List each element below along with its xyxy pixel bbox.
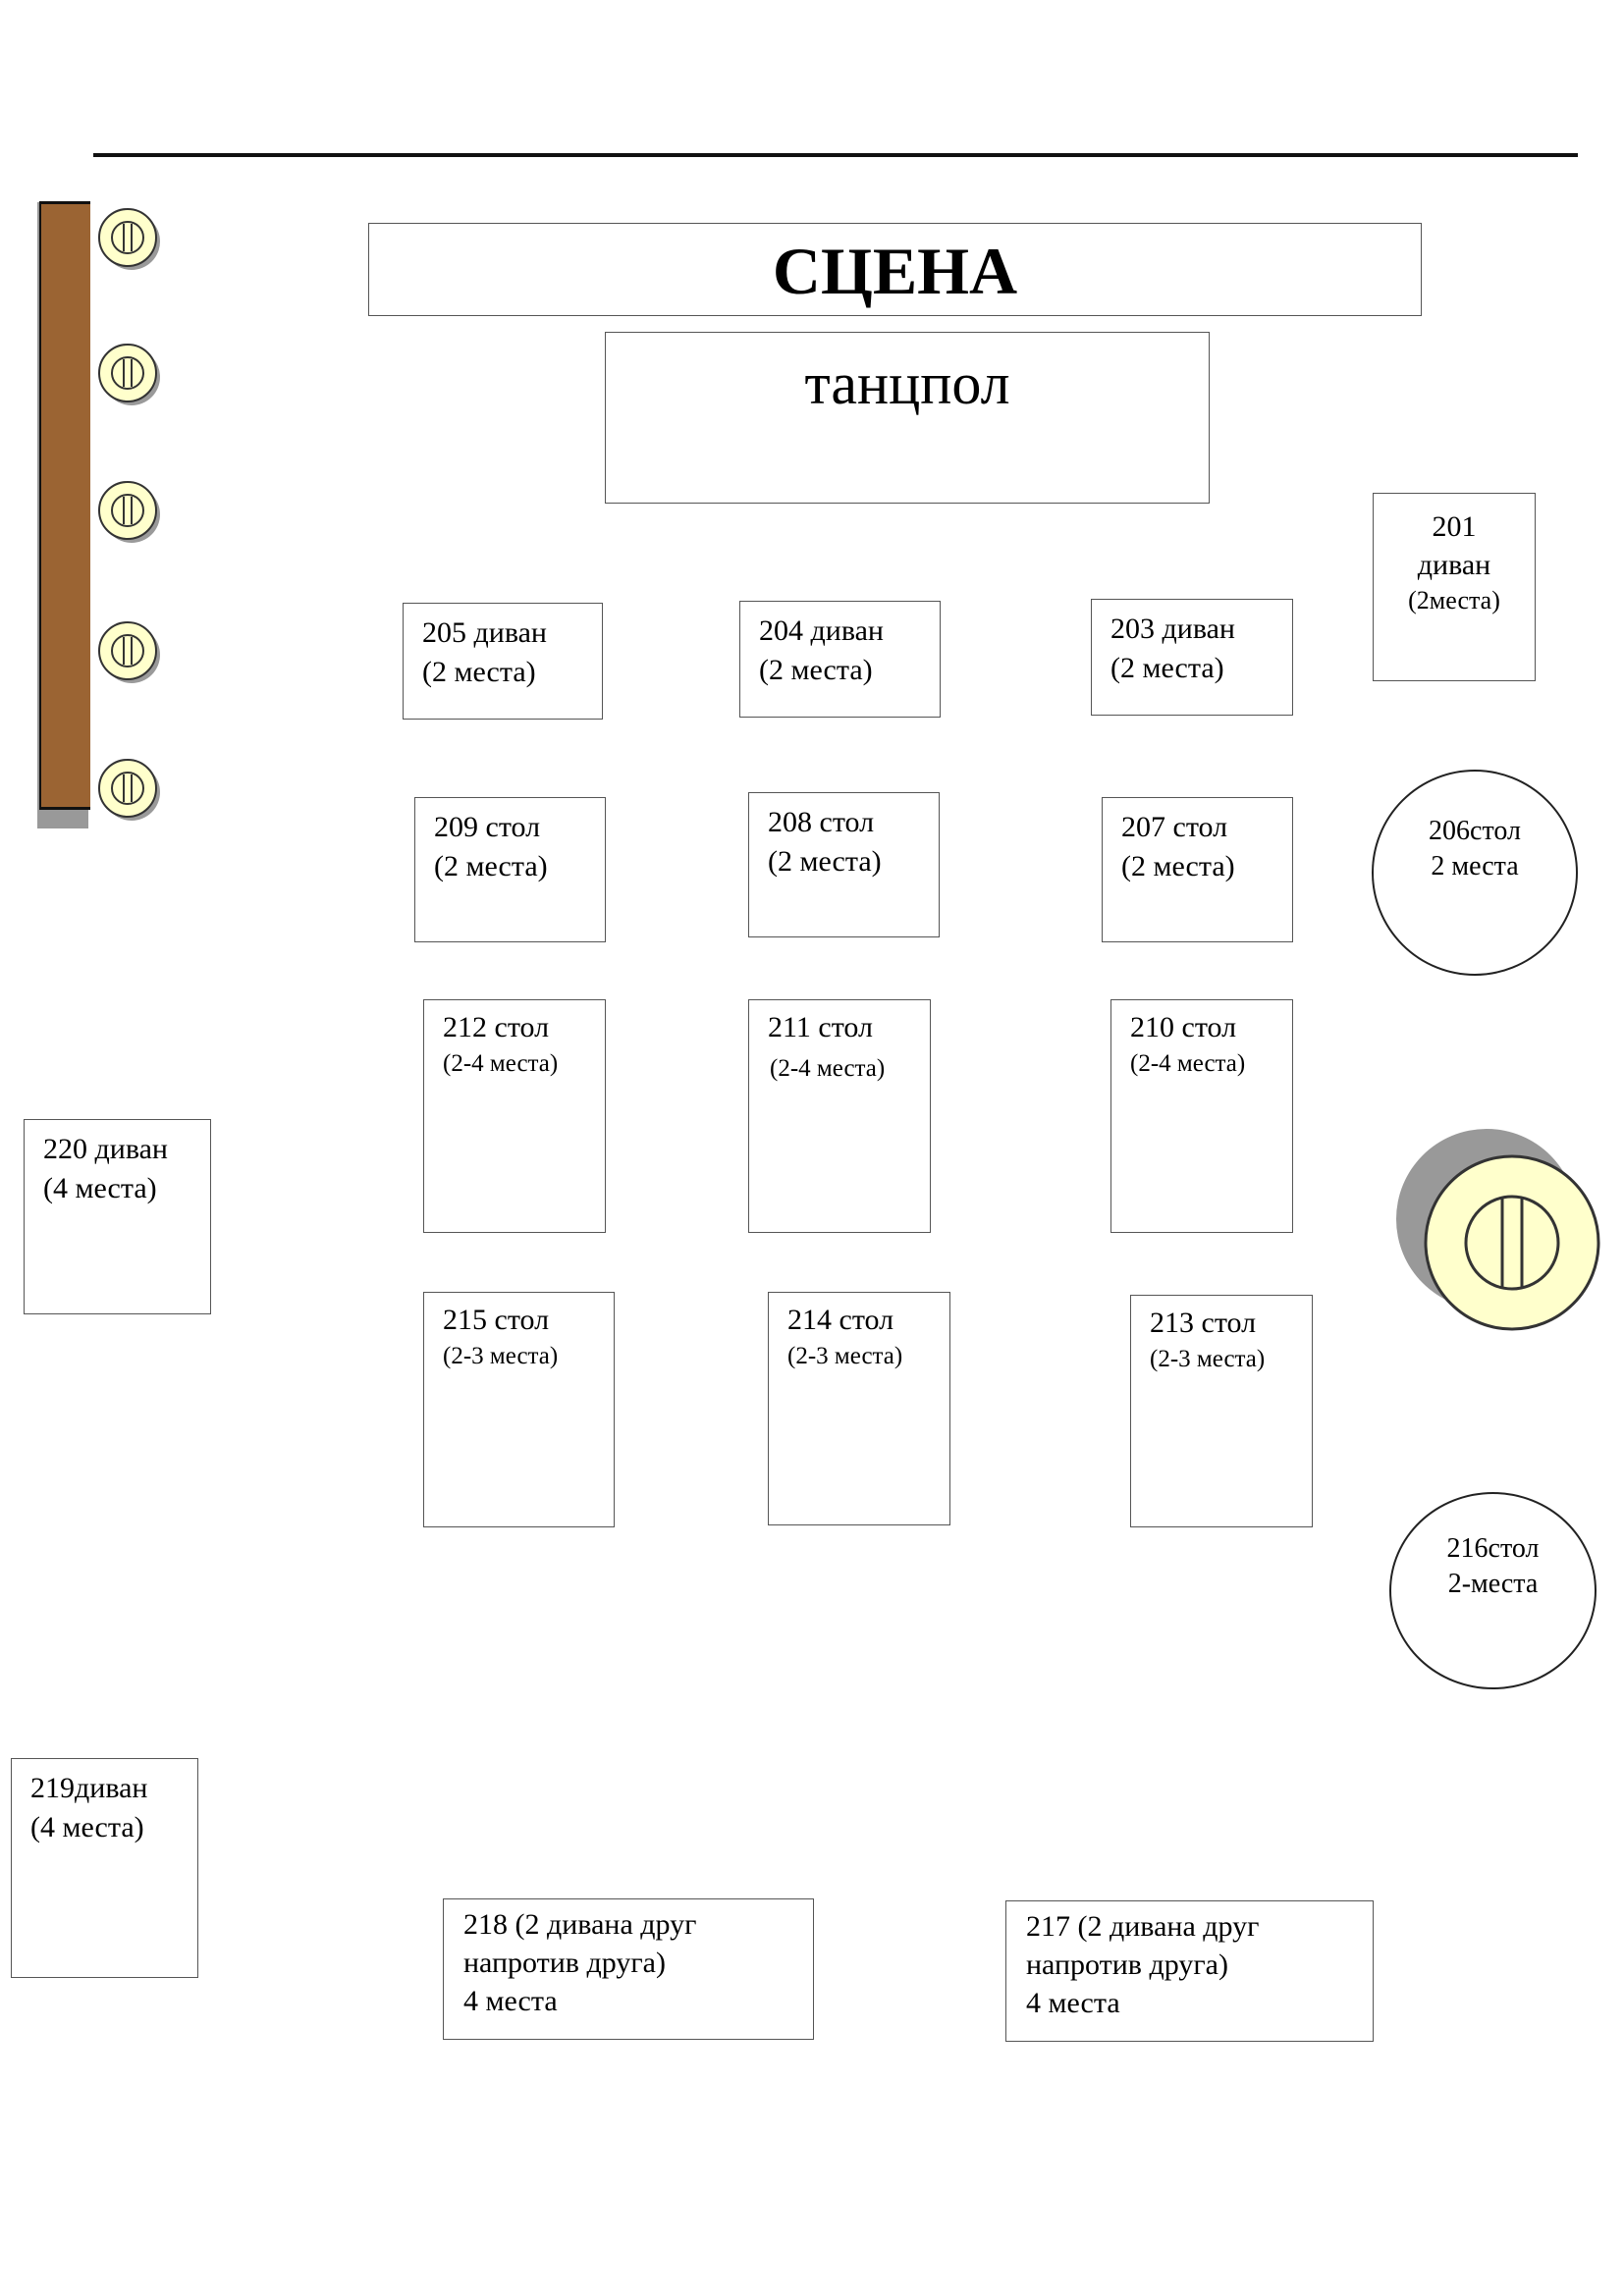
table-218-type: напротив друга) [463, 1947, 666, 1979]
large-bar-stool [1394, 1127, 1610, 1343]
table-206[interactable] [1372, 770, 1578, 976]
stage [368, 223, 1422, 316]
table-220[interactable] [24, 1119, 211, 1314]
table-204-label: 204 диван [759, 614, 884, 647]
table-203-label: 203 диван [1110, 613, 1235, 645]
table-220-seats: (4 места) [43, 1172, 157, 1204]
table-212-seats: (2-4 места) [443, 1050, 559, 1077]
table-205-label: 205 диван [422, 616, 547, 649]
table-206-label: 206стол [1429, 816, 1521, 846]
table-207-label: 207 стол [1121, 811, 1228, 843]
table-209-seats: (2 места) [434, 850, 548, 882]
table-213[interactable] [1130, 1295, 1313, 1527]
table-217[interactable] [1005, 1900, 1374, 2042]
bar-stools [93, 201, 172, 849]
table-219-label: 219диван [30, 1772, 148, 1804]
table-208-seats: (2 места) [768, 845, 882, 878]
table-216[interactable] [1389, 1492, 1597, 1689]
table-201-type: диван [1417, 549, 1491, 581]
table-201-seats: (2места) [1408, 586, 1500, 614]
table-212-label: 212 стол [443, 1011, 550, 1043]
table-214-label: 214 стол [787, 1304, 894, 1336]
table-205-seats: (2 места) [422, 656, 536, 688]
table-210[interactable] [1110, 999, 1293, 1233]
dance-floor-title: танцпол [804, 351, 1010, 416]
table-203[interactable] [1091, 599, 1293, 716]
table-208-label: 208 стол [768, 806, 875, 838]
table-205[interactable] [403, 603, 603, 720]
table-201[interactable] [1373, 493, 1536, 681]
table-211-seats: (2-4 места) [770, 1055, 886, 1082]
table-207[interactable] [1102, 797, 1293, 942]
table-219[interactable] [11, 1758, 198, 1978]
table-215-label: 215 стол [443, 1304, 550, 1336]
top-wall-line [93, 153, 1578, 157]
table-213-label: 213 стол [1150, 1307, 1257, 1339]
table-201-number: 201 [1432, 510, 1477, 543]
table-217-type: напротив друга) [1026, 1949, 1228, 1981]
dance-floor [605, 332, 1210, 504]
table-210-label: 210 стол [1130, 1011, 1237, 1043]
table-214-seats: (2-3 места) [787, 1343, 903, 1369]
stage-title: СЦЕНА [772, 234, 1018, 308]
table-211[interactable] [748, 999, 931, 1233]
table-204[interactable] [739, 601, 941, 718]
table-215-seats: (2-3 места) [443, 1343, 559, 1369]
table-209[interactable] [414, 797, 606, 942]
table-204-seats: (2 места) [759, 654, 873, 686]
bar-stool-icon [99, 760, 160, 821]
table-206-seats: 2 места [1431, 851, 1519, 882]
bar-stool-icon [99, 482, 160, 543]
table-207-seats: (2 места) [1121, 850, 1235, 882]
bar-stool-icon [99, 209, 160, 270]
table-203-seats: (2 места) [1110, 652, 1224, 684]
table-218-label: 218 (2 дивана друг [463, 1908, 697, 1941]
table-214[interactable] [768, 1292, 950, 1525]
table-220-label: 220 диван [43, 1133, 168, 1165]
table-217-label: 217 (2 дивана друг [1026, 1910, 1260, 1943]
table-212[interactable] [423, 999, 606, 1233]
table-219-seats: (4 места) [30, 1811, 144, 1843]
table-216-label: 216стол [1446, 1533, 1540, 1564]
bar-stool-icon [99, 345, 160, 405]
table-213-seats: (2-3 места) [1150, 1346, 1266, 1372]
table-216-seats: 2-места [1447, 1569, 1539, 1600]
bar-stool-icon [1396, 1129, 1598, 1329]
table-215[interactable] [423, 1292, 615, 1527]
table-211-label: 211 стол [768, 1011, 873, 1043]
bar-stool-icon [99, 622, 160, 683]
table-209-label: 209 стол [434, 811, 541, 843]
bar-counter [39, 201, 90, 810]
table-218[interactable] [443, 1898, 814, 2040]
table-210-seats: (2-4 места) [1130, 1050, 1246, 1077]
table-218-seats: 4 места [463, 1985, 558, 2017]
table-208[interactable] [748, 792, 940, 937]
table-217-seats: 4 места [1026, 1987, 1120, 2019]
